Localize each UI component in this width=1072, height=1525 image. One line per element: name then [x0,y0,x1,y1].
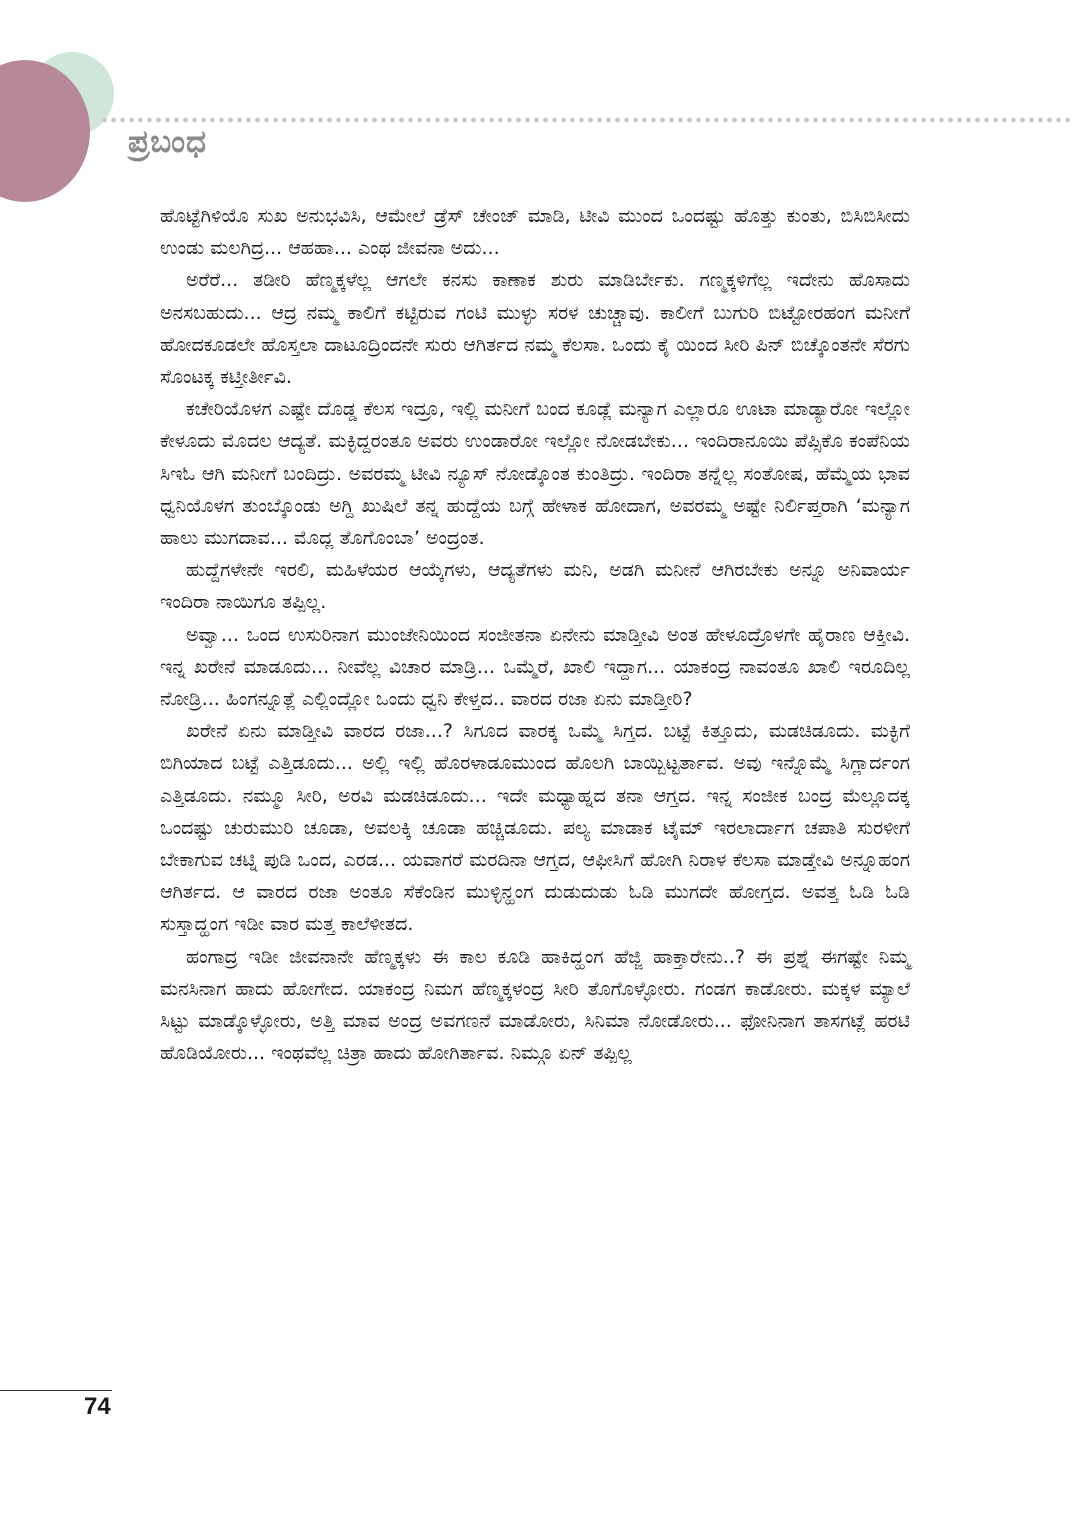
paragraph-7: ಹಂಗಾದ್ರ ಇಡೀ ಜೀವನಾನೇ ಹೆಣ್ಮಕ್ಕಳು ಈ ಕಾಲ ಕೂಡಿ ಹಾಕಿದ್ಹಂಗ ಹೆಜ್ಜಿ ಹಾಕ್ತಾರೇನು..? ಈ ಪ್ರಶ್ನೆ ಈಗಷ್ಟೇ ನಿಮ್ಮ ಮನಸಿನಾಗ ಹಾದು ಹೋಗೇದ. ಯಾಕಂದ್ರ ನಿಮಗ ಹೆಣ್ಮಕ್ಕಳಂದ್ರ ಸೀರಿ ತೊಗೊಳ್ಳೋರು. ಗಂಡಗ ಕಾಡೋರು. ಮಕ್ಕಳ ಮ್ಯಾಲೆ ಸಿಟ್ಟು ಮಾಡ್ಕೊಳ್ಳೋರು, ಅತ್ತಿ ಮಾವ ಅಂದ್ರ ಅವಗಣನೆ ಮಾಡೋರು, ಸಿನಿಮಾ ನೋಡೋರು... ಫೋನಿನಾಗ ತಾಸಗಟ್ಲೆ ಹರಟಿ ಹೊಡಿಯೋರು... ಇಂಥವೆಲ್ಲ ಚಿತ್ರಾ ಹಾದು ಹೋಗಿರ್ತಾವ. ನಿಮ್ಗೂ ಏನ್ ತಪ್ಪಿಲ್ಲ [160,945,911,1065]
footer-rule [0,1390,112,1391]
paragraph-1: ಹೊಟ್ಟೆಗಿಳಿಯೊ ಸುಖ ಅನುಭವಿಸಿ, ಆಮೇಲೆ ಡ್ರೆಸ್ ಚೇಂಜ್ ಮಾಡಿ, ಟೀವಿ ಮುಂದ ಒಂದಷ್ಟು ಹೊತ್ತು ಕುಂತು, ಬಿಸಿಬಿಸೀದು ಉಂಡು ಮಲಗಿದ್ರ... ಆಹಹಾ... ಎಂಥ ಜೀವನಾ ಅದು... [160,205,910,260]
paragraph-4: ಹುದ್ದೆಗಳೇನೇ ಇರಲಿ, ಮಹಿಳೆಯರ ಆಯ್ಕೆಗಳು, ಆದ್ಯತೆಗಳು ಮನಿ, ಅಡಗಿ ಮನೀನೆ ಆಗಿರಬೇಕು ಅನ್ನೂ ಅನಿವಾರ್ಯ ಇಂದಿರಾ ನಾಯಿಗೂ ತಪ್ಪಿಲ್ಲ. [160,559,910,614]
paragraph-2: ಅರೆರೆ... ತಡೀರಿ ಹೆಣ್ಮಕ್ಕಳೆಲ್ಲ ಆಗಲೇ ಕನಸು ಕಾಣಾಕ ಶುರು ಮಾಡಿರ್ಬೇಕು. ಗಣ್ಮಕ್ಕಳಿಗೆಲ್ಲ ಇದೇನು ಹೊಸಾದು ಅನಸಬಹುದು... ಆದ್ರ ನಮ್ಮ ಕಾಲಿಗೆ ಕಟ್ಟಿರುವ ಗಂಟಿ ಮುಳ್ಳು ಸರಳ ಚುಚ್ಚಾವು. ಕಾಲೀಗೆ ಬುಗುರಿ ಬಿಟ್ಟೋರಹಂಗ ಮನೀಗೆ ಹೋದಕೂಡಲೇ ಹೊಸ್ತಲಾ ದಾಟೂದ್ರಿಂದನೇ ಸುರು ಆಗಿರ್ತದ ನಮ್ಮ ಕೆಲಸಾ. ಒಂದು ಕೈ ಯಿಂದ ಸೀರಿ ಪಿನ್ ಬಿಚ್ಕೊಂತನೇ ಸೆರಗು ಸೊಂಟಕ್ಕ ಕಟ್ತೀರ್ತೀವಿ. [160,269,910,389]
section-title: ಪ್ರಬಂಧ [128,124,207,160]
paragraph-6: ಖರೇನೆ ಏನು ಮಾಡ್ತೀವಿ ವಾರದ ರಜಾ...? ಸಿಗೂದ ವಾರಕ್ಕ ಒಮ್ಮೆ ಸಿಗ್ತದ. ಬಟ್ಟೆ ಕಿತ್ತೂದು, ಮಡಚಿಡೂದು. ಮಕ್ಳಿಗೆ ಬಿಗಿಯಾದ ಬಟ್ಟೆ ಎತ್ತಿಡೂದು... ಅಲ್ಲಿ ಇಲ್ಲಿ ಹೊರಳಾಡೂಮುಂದ ಹೊಲಗಿ ಬಾಯ್ಬಿಟ್ಟರ್ತಾವ. ಅವು ಇನ್ನೊಮ್ಮೆ ಸಿಗ್ಲಾರ್ದಂಗ ಎತ್ತಿಡೂದು. ನಮ್ಮೂ ಸೀರಿ, ಅರವಿ ಮಡಚಿಡೂದು... ಇದೇ ಮಧ್ಯಾಹ್ನದ ತನಾ ಆಗ್ತದ. ಇನ್ನ ಸಂಜೀಕ ಬಂದ್ರ ಮೆಲ್ಲೂದಕ್ಕ ಒಂದಷ್ಟು ಚುರುಮುರಿ ಚೂಡಾ, ಅವಲಕ್ಕಿ ಚೂಡಾ ಹಚ್ಚಿಡೂದು. ಪಲ್ಯ ಮಾಡಾಕ ಟೈಮ್ ಇರಲಾರ್ದಾಗ ಚಪಾತಿ ಸುರಳೀಗೆ ಬೇಕಾಗುವ ಚಟ್ನಿ ಪುಡಿ ಒಂದ, ಎರಡ... ಯವಾಗರೆ ಮರದಿನಾ ಆಗ್ತದ, ಆಫೀಸಿಗೆ ಹೋಗಿ ನಿರಾಳ ಕೆಲಸಾ ಮಾಡ್ತೇವಿ ಅನ್ನೂಹಂಗ ಆಗಿರ್ತದ. ಆ ವಾರದ ರಜಾ ಅಂತೂ ಸೆಕೆಂಡಿನ ಮುಳ್ಳಿನ್ಹಂಗ ದುಡುದುಡು ಓಡಿ ಮುಗದೇ ಹೋಗ್ತದ. ಅವತ್ತ ಓಡಿ ಓಡಿ ಸುಸ್ತಾದ್ಹಂಗ ಇಡೀ ವಾರ ಮತ್ತ ಕಾಲೆಳೀತದ. [160,720,910,936]
page-number: 74 [84,1393,111,1420]
article-body [160,200,910,1069]
paragraph-5: ಅವ್ವಾ... ಒಂದ ಉಸುರಿನಾಗ ಮುಂಜೇನಿಯಿಂದ ಸಂಜೀತನಾ ಏನೇನು ಮಾಡ್ತೀವಿ ಅಂತ ಹೇಳೂದ್ರೊಳಗೇ ಹೈರಾಣ ಆಕ್ತೀವಿ. ಇನ್ನ ಖರೇನೆ ಮಾಡೂದು... ನೀವೆಲ್ಲ ವಿಚಾರ ಮಾಡ್ರಿ... ಒಮ್ಮೆರೆ, ಖಾಲಿ ಇದ್ದಾಗ... ಯಾಕಂದ್ರ ನಾವಂತೂ ಖಾಲಿ ಇರೂದಿಲ್ಲ ನೋಡ್ರಿ... ಹಿಂಗನ್ನೂತ್ಲೆ ಎಲ್ಲಿಂದ್ಲೋ ಒಂದು ಧ್ವನಿ ಕೇಳ್ತದ.. ವಾರದ ರಜಾ ಏನು ಮಾಡ್ತೀರಿ? [160,623,910,711]
dotted-header-rule [100,117,1072,123]
paragraph-3: ಕಚೇರಿಯೊಳಗ ಎಷ್ಟೇ ದೊಡ್ಡ ಕೆಲಸ ಇದ್ರೂ, ಇಲ್ಲಿ ಮನೀಗೆ ಬಂದ ಕೂಡ್ಲೆ ಮನ್ಯಾಗ ಎಲ್ಲಾರೂ ಊಟಾ ಮಾಡ್ಯಾರೋ ಇಲ್ಲೋ ಕೇಳೂದು ಮೊದಲ ಆದ್ಯತೆ. ಮಕ್ಳಿದ್ದರಂತೂ ಅವರು ಉಂಡಾರೋ ಇಲ್ಲೋ ನೋಡಬೇಕು... ಇಂದಿರಾನೂಯಿ ಪೆಪ್ಸಿಕೊ ಕಂಪೆನಿಯ ಸಿಇಓ ಆಗಿ ಮನೀಗೆ ಬಂದಿದ್ರು. ಅವರಮ್ಮ ಟೀವಿ ನ್ಯೂಸ್ ನೋಡ್ಕೊಂತ ಕುಂತಿದ್ರು. ಇಂದಿರಾ ತನ್ನೆಲ್ಲ ಸಂತೋಷ, ಹೆಮ್ಮೆಯ ಭಾವ ಧ್ವನಿಯೊಳಗ ತುಂಬ್ಕೊಂಡು ಅಗ್ದಿ ಖುಷಿಲೆ ತನ್ನ ಹುದ್ದೆಯ ಬಗ್ಗೆ ಹೇಳಾಕ ಹೋದಾಗ, ಅವರಮ್ಮ ಅಷ್ಟೇ ನಿರ್ಲಿಪ್ತರಾಗಿ ‘ಮನ್ಯಾಗ ಹಾಲು ಮುಗದಾವ... ಮೊದ್ಲ ತೊಗೊಂಬಾ’ ಅಂದ್ರಂತ. [160,398,910,550]
